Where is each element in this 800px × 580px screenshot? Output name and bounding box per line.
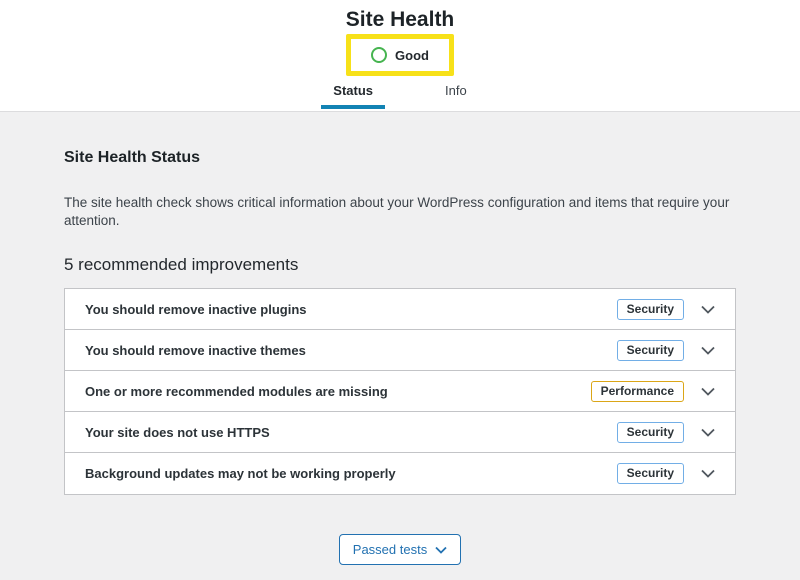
section-title: Site Health Status [64,149,201,166]
issue-badge: Security [617,299,684,320]
tab-status[interactable]: Status [321,77,385,109]
issue-label: You should remove inactive themes [85,342,306,358]
site-health-content [0,149,800,565]
issue-row-inactive-plugins[interactable] [65,289,735,330]
issue-label: One or more recommended modules are missing [85,383,388,399]
health-status-label: Good [395,47,429,63]
issue-label: Background updates may not be working properly [85,466,396,481]
page-title: Site Health [345,8,455,31]
issue-badge: Security [617,463,684,484]
chevron-down-icon [701,346,715,355]
issue-row-recommended-modules[interactable] [65,371,735,412]
issue-row-background-updates[interactable] [65,453,735,494]
issue-badge: Security [617,422,684,443]
issue-badge: Performance [591,381,684,402]
tab-bar [0,77,800,109]
section-description: The site health check shows critical information about your WordPress configuration and items that require your attention. [64,195,730,228]
chevron-down-icon [435,546,447,554]
passed-tests-container [64,534,736,565]
issue-label: Your site does not use HTTPS [85,424,270,440]
issue-badge: Security [617,340,684,361]
site-health-header [0,0,800,112]
chevron-down-icon [701,387,715,396]
passed-tests-label: Passed tests [352,542,428,557]
issues-list [64,288,736,495]
chevron-down-icon [701,305,715,314]
issue-row-inactive-themes[interactable] [65,330,735,371]
chevron-down-icon [701,469,715,478]
health-status-badge [371,47,429,63]
issue-label: You should remove inactive plugins [85,301,307,317]
passed-tests-button[interactable] [339,534,461,565]
tab-info[interactable]: Info [445,83,467,98]
health-status-circle-icon [371,47,387,63]
issue-row-https[interactable] [65,412,735,453]
status-highlight-annotation [346,34,454,76]
chevron-down-icon [701,428,715,437]
issues-count-heading: 5 recommended improvements [64,255,299,274]
